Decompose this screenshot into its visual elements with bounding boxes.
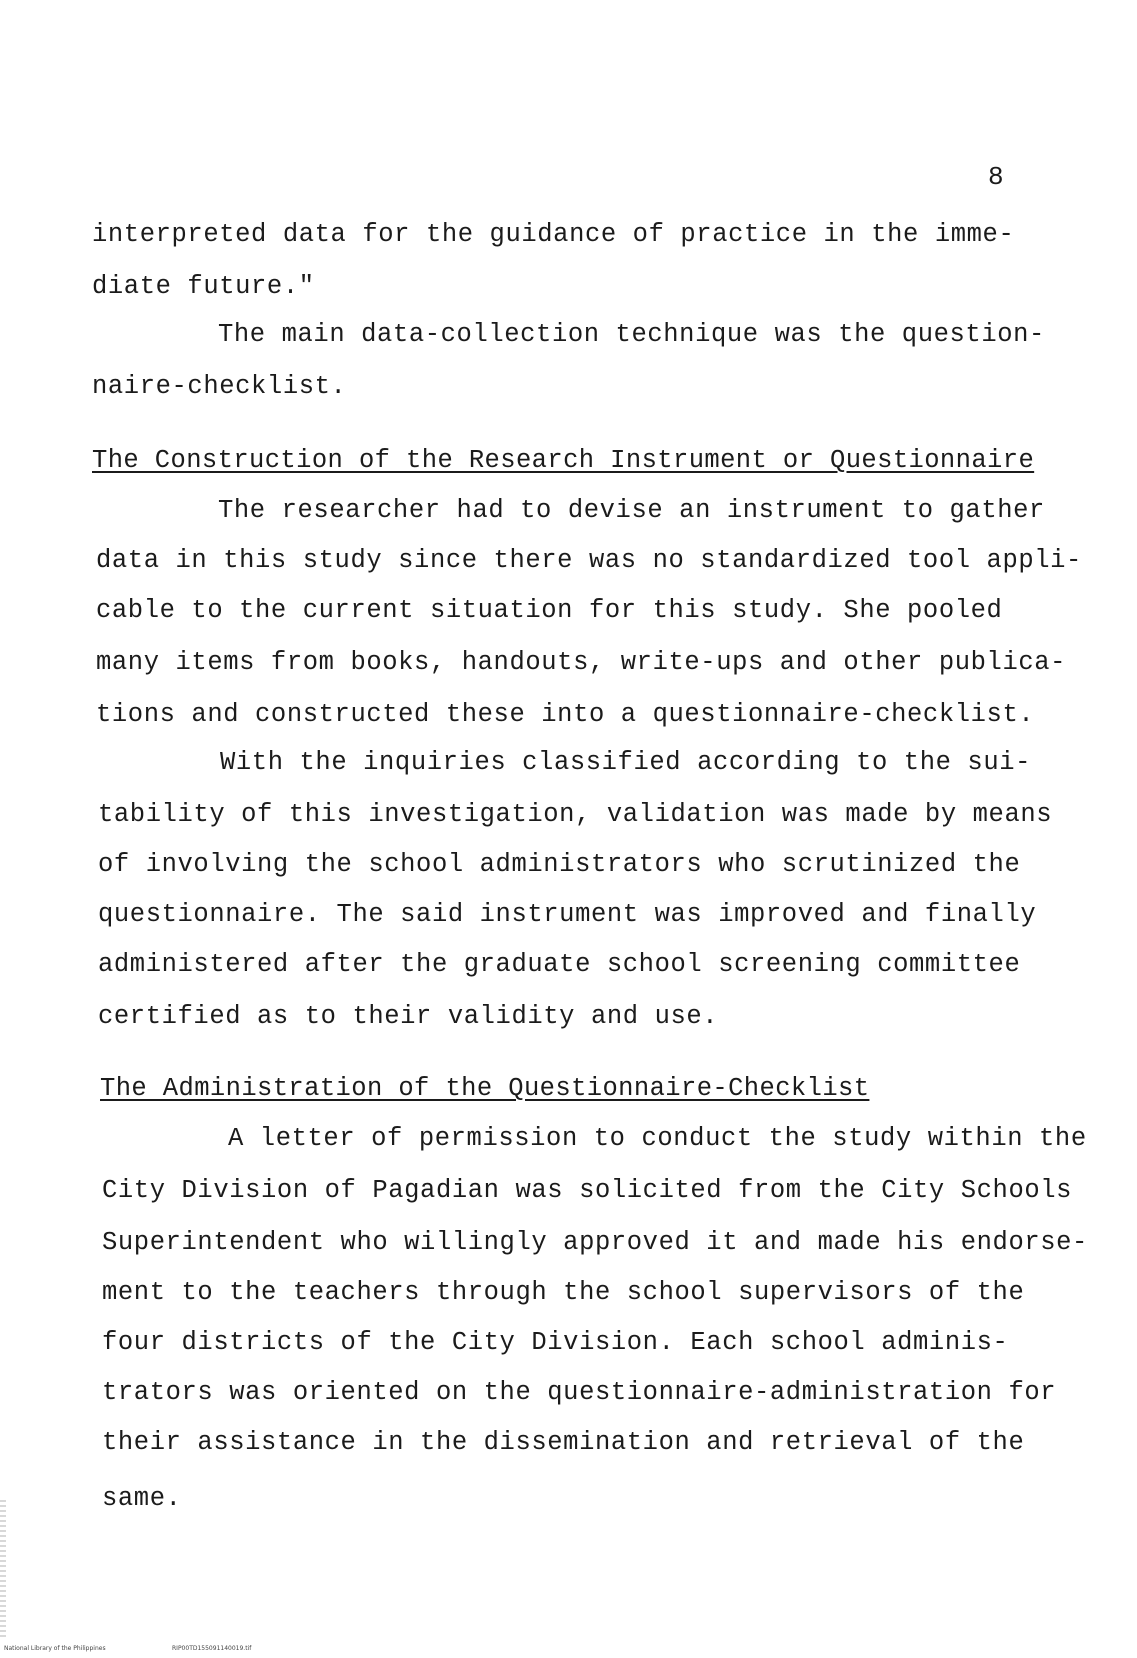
- text-line: data in this study since there was no standardized tool appli-: [96, 546, 1082, 575]
- text-line: four districts of the City Division. Each school adminis-: [102, 1328, 1009, 1357]
- text-line: of involving the school administrators who scrutinized the: [98, 850, 1021, 879]
- text-line: With the inquiries classified according to the sui-: [220, 748, 1032, 777]
- text-line: ment to the teachers through the school supervisors of the: [102, 1278, 1025, 1307]
- text-line: trators was oriented on the questionnaire-administration for: [102, 1378, 1057, 1407]
- text-line: naire-checklist.: [92, 372, 347, 401]
- scan-edge-artifact: [0, 1500, 6, 1640]
- page-number: 8: [988, 162, 1004, 192]
- text-line: tability of this investigation, validation was made by means: [98, 800, 1053, 829]
- text-line: their assistance in the dissemination and retrieval of the: [102, 1428, 1025, 1457]
- text-line: many items from books, handouts, write-ups and other publica-: [96, 648, 1067, 677]
- text-line: same.: [102, 1484, 182, 1513]
- footer-file-code: RIP00TD155091140019.tif: [172, 1645, 252, 1652]
- text-line: The main data-collection technique was the question-: [218, 320, 1045, 349]
- text-line: A letter of permission to conduct the study within the: [228, 1124, 1087, 1153]
- text-line: City Division of Pagadian was solicited from the City Schools: [102, 1176, 1073, 1205]
- text-line: diate future.": [92, 272, 315, 301]
- section-heading-construction: The Construction of the Research Instrument or Questionnaire: [92, 446, 1035, 475]
- section-heading-administration: The Administration of the Questionnaire-Checklist: [100, 1074, 870, 1103]
- text-line: The researcher had to devise an instrument to gather: [218, 496, 1045, 525]
- text-line: administered after the graduate school screening committee: [98, 950, 1021, 979]
- text-line: tions and constructed these into a questionnaire-checklist.: [96, 700, 1035, 729]
- text-line: certified as to their validity and use.: [98, 1002, 719, 1031]
- text-line: cable to the current situation for this study. She pooled: [96, 596, 1003, 625]
- text-line: Superintendent who willingly approved it and made his endorse-: [102, 1228, 1088, 1257]
- text-line: questionnaire. The said instrument was improved and finally: [98, 900, 1037, 929]
- footer-library-name: National Library of the Philippines: [4, 1645, 106, 1652]
- text-line: interpreted data for the guidance of practice in the imme-: [92, 220, 1015, 249]
